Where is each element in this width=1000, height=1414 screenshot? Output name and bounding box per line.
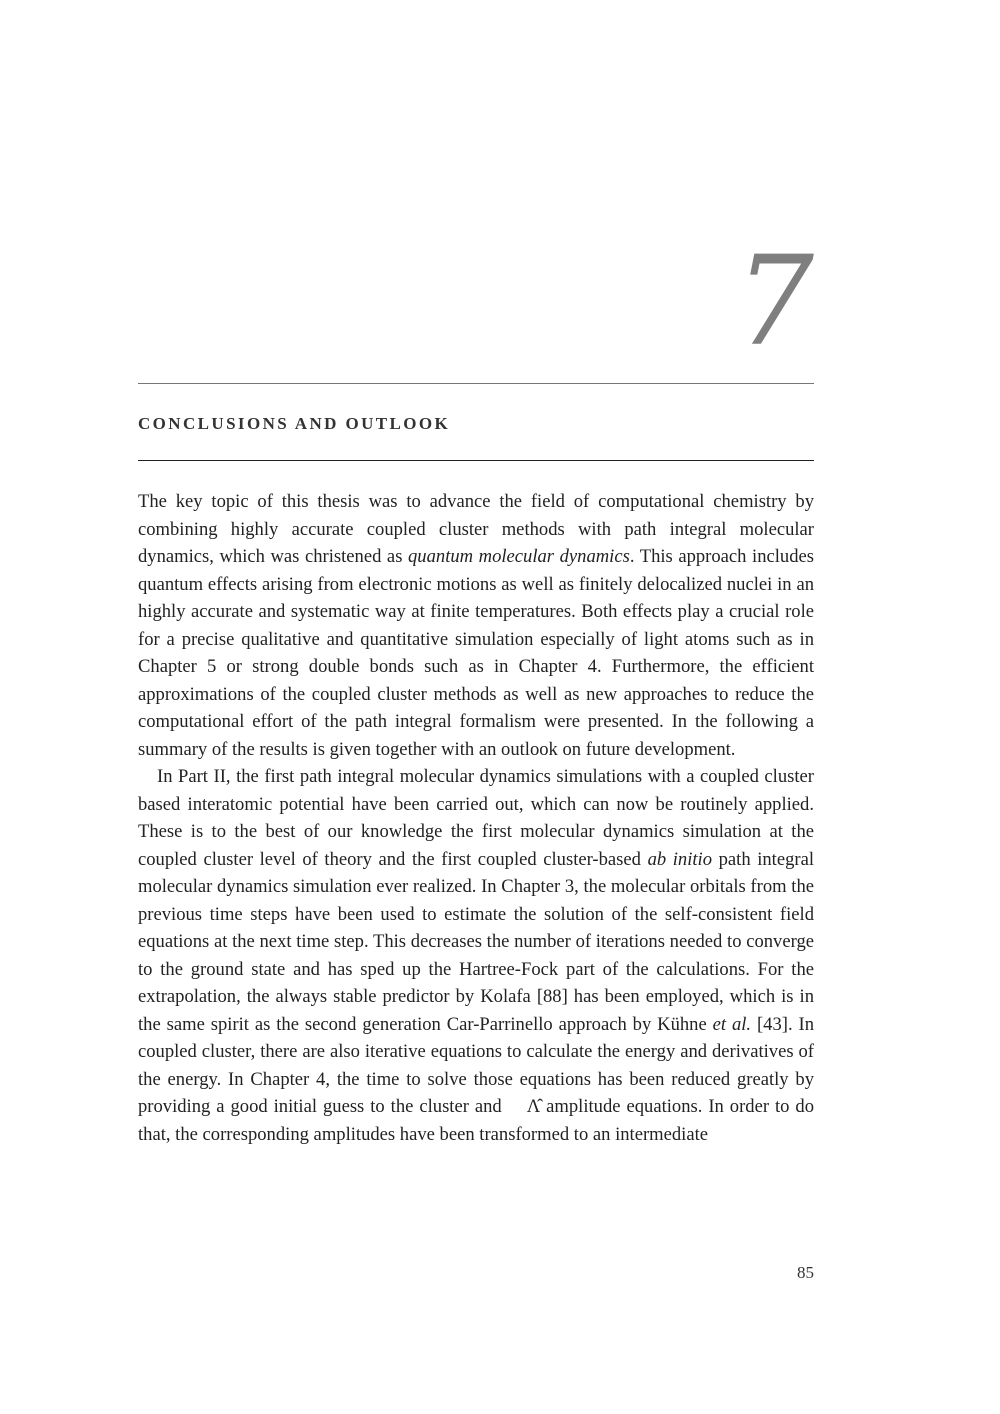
lambda-hat-symbol: Λ̂: [526, 1096, 541, 1117]
paragraph-2: [138, 763, 814, 1148]
chapter-title: CONCLUSIONS AND OUTLOOK: [138, 414, 451, 433]
top-rule: [138, 383, 814, 384]
paragraph-2-text-a: In Part II, the first path integral molecular dynamics simulations with a coupled cluster based interatomic potential have been carried out, which can now be routinely applied. These is to the best of our knowledge the first molecular dynamics simulation at the coupled cluster level of theory and the first coupled cluster-based: [138, 766, 814, 870]
page-number: 85: [797, 1263, 814, 1282]
paragraph-2-text-b: path integral molecular dynamics simulation ever realized. In Chapter 3, the molecular orbitals from the previous time steps have been used to estimate the solution of the self-consistent field equations at the next time step. This decreases the number of iterations needed to converge to the ground state and has sped up the Hartree-Fock part of the calculations. For the extrapolation, the always stable predictor by Kolafa [88] has been employed, which is in the same spirit as the second generation Car-Parrinello approach by Kühne: [138, 848, 815, 1035]
paragraph-2-text-d: amplitude equations. In order to do that, the corresponding amplitudes have been transformed to an intermediate: [138, 1096, 815, 1145]
paragraph-2-emphasis-ab-initio: ab initio: [647, 848, 713, 870]
paragraph-1: [138, 488, 814, 763]
paragraph-1-emphasis: quantum molecular dynamics: [408, 546, 630, 567]
chapter-number: 7: [735, 230, 814, 374]
paragraph-1-text-a: The key topic of this thesis was to advance the field of computational chemistry by combining highly accurate coupled cluster methods with path integral molecular dynamics, which was christened as: [138, 491, 814, 567]
body-text: [138, 488, 814, 1148]
paragraph-1-text-b: . This approach includes quantum effects arising from electronic motions as well as finitely delocalized nuclei in an highly accurate and systematic way at finite temperatures. Both effects play a crucial role for a precise qualitative and quantitative simulation especially of light atoms such as in Chapter 5 or strong double bonds such as in Chapter 4. Furthermore, the efficient approximations of the coupled cluster methods as well as new approaches to reduce the computational effort of the path integral formalism were presented. In the following a summary of the results is given together with an outlook on future development.: [138, 546, 814, 760]
paragraph-2-text-c: [43]. In coupled cluster, there are also iterative equations to calculate the energy and derivatives of the energy. In Chapter 4, the time to solve those equations has been reduced greatly by providing a good initial guess to the cluster and: [138, 1013, 814, 1117]
paragraph-2-emphasis-et-al: et al.: [712, 1013, 752, 1035]
bottom-rule: [138, 460, 814, 461]
